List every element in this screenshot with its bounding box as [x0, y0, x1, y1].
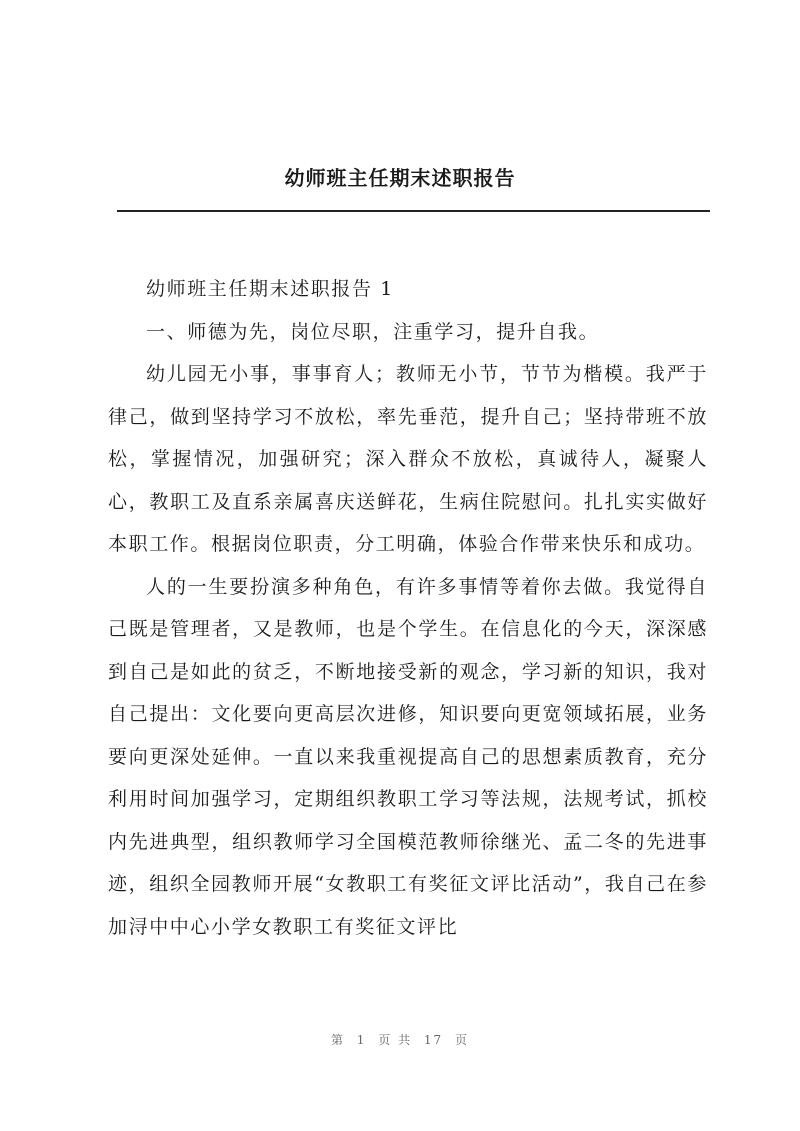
paragraph: 人的一生要扮演多种角色，有许多事情等着你去做。我觉得自己既是管理者，又是教师，也是个学生。在信息化的今天，深深感到自己是如此的贫乏，不断地接受新的观念，学习新的知识，我对自己提出：文化要向更高层次进修，知识要向更宽领域拓展，业务要向更深处延伸。一直以来我重视提高自己的思想素质教育，充分利用时间加强学习，定期组织教职工学习等法规，法规考试，抓校内先进典型，组织教师学习全国模范教师徐继光、孟二冬的先进事迹，组织全园教师开展“女教职工有奖征文评比活动”，我自己在参加浔中中心小学女教职工有奖征文评比 [108, 575, 708, 938]
footer-label-pages: 页 [455, 1033, 470, 1047]
footer-label-of: 页 共 [378, 1033, 413, 1047]
page-footer [0, 1031, 800, 1048]
document-body [108, 268, 708, 948]
paragraph: 幼儿园无小事，事事育人；教师无小节，节节为楷模。我严于律己，做到坚持学习不放松，率先垂范，提升自己；坚持带班不放松，掌握情况，加强研究；深入群众不放松，真诚待人，凝聚人心，教职工及直系亲属喜庆送鲜花，生病住院慰问。扎扎实实做好本职工作。根据岗位职责，分工明确，体验合作带来快乐和成功。 [108, 363, 708, 555]
paragraph-section-heading: 一、师德为先，岗位尽职，注重学习，提升自我。 [146, 320, 600, 343]
footer-total-pages: 17 [423, 1033, 444, 1047]
footer-label-page: 第 [330, 1033, 345, 1047]
title-divider [117, 210, 710, 212]
document-title: 幼师班主任期末述职报告 [284, 166, 516, 190]
paragraph-heading: 幼师班主任期末述职报告 1 [146, 278, 394, 300]
footer-current-page: 1 [356, 1033, 367, 1047]
